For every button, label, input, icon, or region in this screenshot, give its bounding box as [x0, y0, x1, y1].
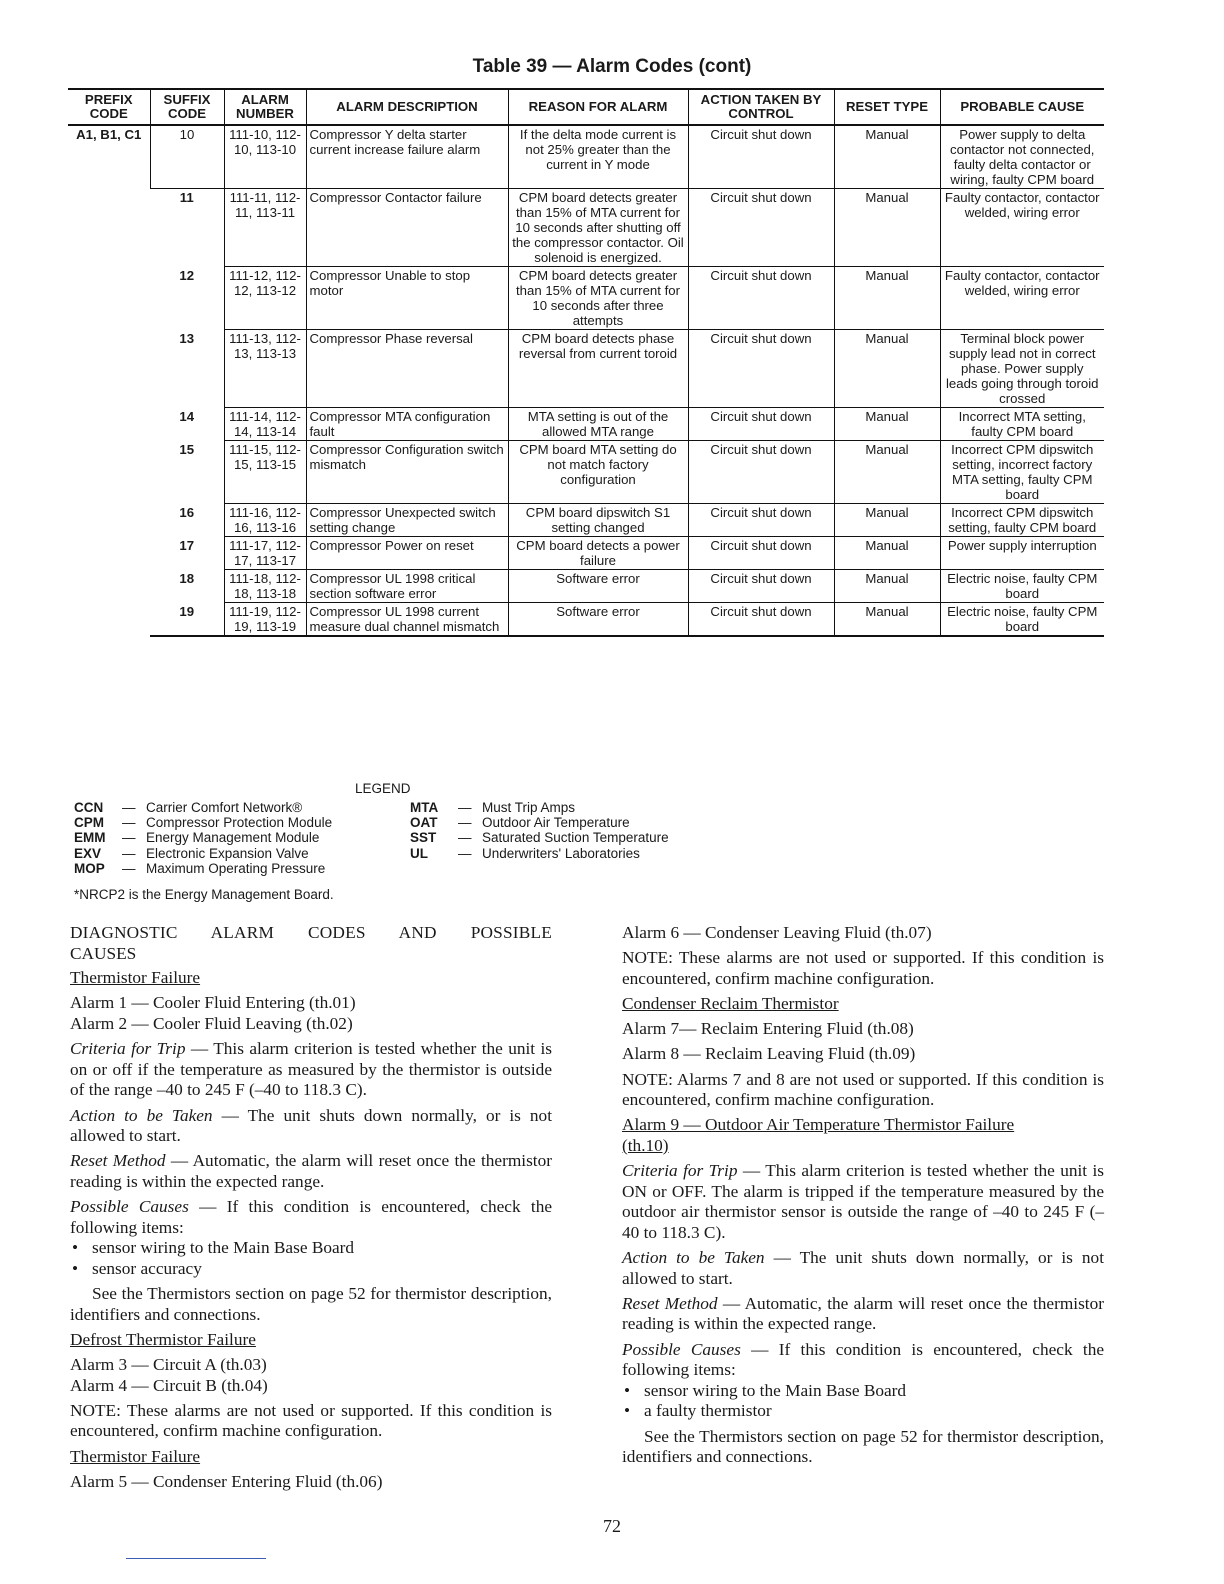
alarm-description-cell: Compressor Power on reset: [306, 537, 508, 570]
legend-abbreviation: EMM: [74, 830, 106, 846]
alarm-number-cell: 111-16, 112-16, 113-16: [224, 504, 306, 537]
legend-definition: Electronic Expansion Valve: [146, 845, 309, 861]
table-row: [68, 537, 1104, 570]
legend-definition: Underwriters' Laboratories: [482, 845, 640, 861]
causes-text: — If this condition is encountered, check the following items:: [70, 1197, 553, 1237]
suffix-code-cell: 11: [179, 190, 194, 205]
legend-dash: —: [122, 800, 136, 815]
bottom-rule: [126, 1558, 266, 1559]
bullet-text: sensor accuracy: [92, 1258, 202, 1278]
alarm-number-cell: 111-11, 112-11, 113-11: [224, 189, 306, 267]
reset-text: — Automatic, the alarm will reset once the thermistor reading is within the expected range.: [622, 1293, 1104, 1334]
header-alarm-number: ALARM NUMBER: [224, 89, 306, 125]
reset-label: Reset Method: [70, 1151, 166, 1171]
table-row: [68, 267, 1104, 330]
table-row: [68, 125, 1104, 189]
probable-cause-cell: Electric noise, faulty CPM board: [940, 603, 1104, 637]
alarm-8-text: Alarm 8 — Reclaim Leaving Fluid (th.09): [622, 1044, 916, 1064]
reset-type-cell: Manual: [834, 570, 940, 603]
page-number: 72: [603, 1516, 621, 1536]
alarm-number-cell: 111-18, 112-18, 113-18: [224, 570, 306, 603]
alarm-description-cell: Compressor MTA configuration fault: [306, 408, 508, 441]
action-cell: Circuit shut down: [688, 125, 834, 189]
action-cell: Circuit shut down: [688, 189, 834, 267]
action-cell: Circuit shut down: [688, 441, 834, 504]
alarm-table-body: [68, 125, 1104, 636]
note-paragraph: NOTE: These alarms are not used or supported. If this condition is encountered, confirm machine configuration.: [70, 1400, 552, 1441]
see-thermistors-paragraph: See the Thermistors section on page 52 for thermistor description, identifiers and connections.: [70, 1284, 552, 1324]
legend-entry: [74, 830, 332, 845]
legend-abbreviation: EXV: [74, 845, 102, 861]
causes-label: Possible Causes: [622, 1339, 741, 1359]
action-label: Action to be Taken: [70, 1105, 213, 1125]
table-title: Table 39 — Alarm Codes (cont): [472, 56, 752, 77]
subheading-condenser-reclaim: Condenser Reclaim Thermistor: [622, 993, 839, 1013]
reason-cell: CPM board detects a power failure: [508, 537, 688, 570]
footnote: *NRCP2 is the Energy Management Board.: [74, 887, 334, 902]
legend-definition: Saturated Suction Temperature: [482, 830, 669, 846]
legend-entry: [410, 815, 669, 830]
action-text: — The unit shuts down normally, or is not allowed to start.: [622, 1248, 1104, 1288]
probable-cause-cell: Terminal block power supply lead not in correct phase. Power supply leads going through toroid crossed: [940, 330, 1104, 408]
table-row: [68, 441, 1104, 504]
subheading-thermistor-failure-2: Thermistor Failure: [70, 1446, 201, 1466]
header-reset-type: RESET TYPE: [834, 89, 940, 125]
action-cell: Circuit shut down: [688, 603, 834, 637]
reason-cell: Software error: [508, 570, 688, 603]
legend-entry: [74, 846, 332, 861]
action-paragraph: [622, 1248, 1104, 1289]
header-action-taken: ACTION TAKEN BY CONTROL: [688, 89, 834, 125]
alarm-description-cell: Compressor Configuration switch mismatch: [306, 441, 508, 504]
action-cell: Circuit shut down: [688, 570, 834, 603]
section-heading-line2: CAUSES: [70, 943, 137, 963]
alarm-number-cell: 111-12, 112-12, 113-12: [224, 267, 306, 330]
alarm-2-text: Alarm 2 — Cooler Fluid Leaving (th.02): [70, 1013, 353, 1033]
legend-entry: [74, 861, 332, 876]
subheading-defrost-thermistor: Defrost Thermistor Failure: [70, 1329, 256, 1349]
action-text: — The unit shuts down normally, or is not allowed to start.: [70, 1105, 552, 1146]
probable-cause-cell: Faulty contactor, contactor welded, wiring error: [940, 189, 1104, 267]
table-row: [68, 570, 1104, 603]
left-text-column: [70, 923, 552, 1497]
alarm-number-cell: 111-13, 112-13, 113-13: [224, 330, 306, 408]
header-probable-cause: PROBABLE CAUSE: [940, 89, 1104, 125]
legend-entry: [74, 815, 332, 830]
reason-cell: Software error: [508, 603, 688, 637]
section-heading-line1: DIAGNOSTIC ALARM CODES AND POSSIBLE: [70, 923, 552, 942]
suffix-code-cell: 13: [179, 330, 195, 346]
alarm-description-cell: Compressor Y delta starter current increase failure alarm: [306, 125, 508, 189]
legend-dash: —: [458, 815, 472, 831]
probable-cause-cell: Incorrect CPM dipswitch setting, incorrect factory MTA setting, faulty CPM board: [940, 441, 1104, 504]
suffix-code-cell: 19: [150, 603, 224, 637]
bullet-item: • sensor accuracy: [72, 1258, 202, 1278]
probable-cause-cell: Incorrect MTA setting, faulty CPM board: [940, 408, 1104, 441]
probable-cause-cell: Power supply to delta contactor not connected, faulty delta contactor or wiring, faulty CPM board: [940, 125, 1104, 189]
legend-abbreviation: OAT: [410, 815, 438, 831]
alarm-description-cell: Compressor UL 1998 current measure dual channel mismatch: [306, 603, 508, 637]
legend-entry: [410, 846, 669, 861]
reason-cell: If the delta mode current is not 25% greater than the current in Y mode: [508, 125, 688, 189]
legend-dash: —: [458, 845, 472, 861]
alarm-description-cell: Compressor Unexpected switch setting change: [306, 504, 508, 537]
action-cell: Circuit shut down: [688, 537, 834, 570]
alarm-number-cell: 111-19, 112-19, 113-19: [224, 603, 306, 637]
suffix-code-cell: 17: [179, 537, 195, 553]
alarm-5-text: Alarm 5 — Condenser Entering Fluid (th.06): [70, 1471, 383, 1491]
reset-paragraph: [70, 1151, 552, 1192]
legend-dash: —: [122, 815, 136, 831]
bullet-item: • sensor wiring to the Main Base Board: [624, 1380, 907, 1400]
alarm-3-text: Alarm 3 — Circuit A (th.03): [70, 1355, 267, 1375]
alarm-number-cell: 111-14, 112-14, 113-14: [224, 408, 306, 441]
alarm-1-text: Alarm 1 — Cooler Fluid Entering (th.01): [70, 993, 356, 1013]
legend-definition: Maximum Operating Pressure: [146, 860, 326, 876]
causes-text: — If this condition is encountered, check the following items:: [622, 1339, 1105, 1380]
alarm-number-cell: 111-10, 112-10, 113-10: [224, 125, 306, 189]
reset-type-cell: Manual: [834, 267, 940, 330]
legend-title: LEGEND: [355, 781, 411, 796]
alarm-number-cell: 111-15, 112-15, 113-15: [224, 441, 306, 504]
suffix-code-cell: 10: [150, 125, 224, 189]
legend-abbreviation: MTA: [410, 800, 439, 815]
legend-entry: [74, 800, 332, 815]
alarm-number-cell: 111-17, 112-17, 113-17: [224, 537, 306, 570]
legend-abbreviation: MOP: [74, 860, 105, 876]
table-row: [68, 330, 1104, 408]
right-text-column: [622, 923, 1104, 1472]
legend-definition: Must Trip Amps: [482, 800, 576, 815]
reason-cell: CPM board dipswitch S1 setting changed: [508, 504, 688, 537]
legend-abbreviation: CPM: [74, 815, 104, 831]
causes-paragraph: [70, 1197, 552, 1238]
action-cell: Circuit shut down: [688, 408, 834, 441]
subheading-alarm-9-line1: Alarm 9 — Outdoor Air Temperature Thermistor Failure: [622, 1115, 1015, 1135]
legend-definition: Energy Management Module: [146, 830, 320, 846]
legend-abbreviation: UL: [410, 845, 428, 861]
bullet-text: sensor wiring to the Main Base Board: [644, 1380, 907, 1400]
criteria-label: Criteria for Trip: [622, 1161, 738, 1181]
alarm-description-cell: Compressor Unable to stop motor: [306, 267, 508, 330]
legend-left-column: [74, 800, 332, 876]
causes-paragraph: [622, 1340, 1104, 1381]
legend-definition: Carrier Comfort Network®: [146, 800, 303, 815]
alarm-7-text: Alarm 7— Reclaim Entering Fluid (th.08): [622, 1019, 914, 1039]
legend-dash: —: [458, 830, 472, 846]
suffix-code-cell: 15: [179, 441, 195, 457]
reset-type-cell: Manual: [834, 504, 940, 537]
legend-dash: —: [122, 845, 136, 861]
table-row: [68, 189, 1104, 267]
legend-right-column: [410, 800, 669, 861]
reset-type-cell: Manual: [834, 603, 940, 637]
table-row: [68, 408, 1104, 441]
bullet-item: • sensor wiring to the Main Base Board: [72, 1238, 355, 1258]
bullet-text: a faulty thermistor: [644, 1401, 772, 1421]
alarm-codes-table: [68, 88, 1104, 637]
alarm-description-cell: Compressor Phase reversal: [306, 330, 508, 408]
criteria-for-trip-paragraph: [70, 1039, 552, 1101]
bullet-text: sensor wiring to the Main Base Board: [92, 1238, 355, 1258]
reset-type-cell: Manual: [834, 537, 940, 570]
probable-cause-cell: Incorrect CPM dipswitch setting, faulty CPM board: [940, 504, 1104, 537]
header-prefix-code: PREFIX CODE: [68, 89, 150, 125]
alarm-6-text: Alarm 6 — Condenser Leaving Fluid (th.07): [622, 923, 932, 942]
action-label: Action to be Taken: [622, 1248, 765, 1268]
legend-dash: —: [122, 860, 136, 876]
legend-dash: —: [122, 830, 136, 846]
reason-cell: MTA setting is out of the allowed MTA range: [508, 408, 688, 441]
probable-cause-cell: Electric noise, faulty CPM board: [940, 570, 1104, 603]
header-reason-for-alarm: REASON FOR ALARM: [508, 89, 688, 125]
reset-type-cell: Manual: [834, 441, 940, 504]
alarm-description-cell: Compressor Contactor failure: [306, 189, 508, 267]
reset-label: Reset Method: [622, 1293, 718, 1313]
reason-cell: CPM board detects phase reversal from current toroid: [508, 330, 688, 408]
table-row: [68, 504, 1104, 537]
reason-cell: CPM board detects greater than 15% of MTA current for 10 seconds after shutting off the compressor contactor. Oil solenoid is energized.: [508, 189, 688, 267]
action-cell: Circuit shut down: [688, 330, 834, 408]
criteria-label: Criteria for Trip: [70, 1039, 186, 1059]
probable-cause-cell: Power supply interruption: [940, 537, 1104, 570]
header-alarm-description: ALARM DESCRIPTION: [306, 89, 508, 125]
criteria-for-trip-paragraph: [622, 1161, 1104, 1243]
note-paragraph: NOTE: These alarms are not used or supported. If this condition is encountered, confirm machine configuration.: [622, 948, 1104, 988]
criteria-text: — This alarm criterion is tested whether the unit is on or off if the temperature as measured by the thermistor is outside of the range –40 to 245 F (–40 to 118.3 C).: [70, 1039, 552, 1100]
bullet-item: • a faulty thermistor: [624, 1401, 772, 1421]
action-cell: Circuit shut down: [688, 267, 834, 330]
note-paragraph: NOTE: Alarms 7 and 8 are not used or supported. If this condition is encountered, confirm machine configuration.: [622, 1069, 1104, 1110]
table-row: [68, 603, 1104, 637]
reason-cell: CPM board MTA setting do not match factory configuration: [508, 441, 688, 504]
suffix-code-cell: 18: [179, 570, 195, 586]
legend-definition: Outdoor Air Temperature: [482, 815, 630, 831]
alarm-description-cell: Compressor UL 1998 critical section software error: [306, 570, 508, 603]
legend-entry: [410, 830, 669, 845]
suffix-code-cell: 12: [179, 267, 195, 283]
causes-label: Possible Causes: [70, 1197, 189, 1217]
legend-abbreviation: SST: [410, 830, 437, 846]
table-header-row: [68, 89, 1104, 125]
probable-cause-cell: Faulty contactor, contactor welded, wiring error: [940, 267, 1104, 330]
subheading-thermistor-failure: Thermistor Failure: [70, 968, 201, 988]
action-cell: Circuit shut down: [688, 504, 834, 537]
reset-type-cell: Manual: [834, 330, 940, 408]
see-thermistors-paragraph: See the Thermistors section on page 52 for thermistor description, identifiers and connections.: [622, 1426, 1104, 1467]
suffix-code-cell: 16: [179, 504, 195, 520]
reset-type-cell: Manual: [834, 189, 940, 267]
legend-dash: —: [458, 800, 472, 815]
reset-type-cell: Manual: [834, 125, 940, 189]
header-suffix-code: SUFFIX CODE: [150, 89, 224, 125]
suffix-code-cell: 14: [179, 408, 195, 424]
legend-abbreviation: CCN: [74, 800, 104, 815]
reset-paragraph: [622, 1294, 1104, 1335]
reset-type-cell: Manual: [834, 408, 940, 441]
criteria-text: — This alarm criterion is tested whether the unit is ON or OFF. The alarm is tripped if the temperature measured by the outdoor air thermistor sensor is outside the range of –40 to 245 F (–40 to 118.3 C).: [622, 1161, 1104, 1242]
prefix-code-cell: A1, B1, C1: [76, 127, 142, 142]
reset-text: — Automatic, the alarm will reset once the thermistor reading is within the expected range.: [70, 1151, 552, 1191]
subheading-alarm-9-line2: (th.10): [622, 1135, 669, 1155]
legend-definition: Compressor Protection Module: [146, 815, 333, 831]
action-paragraph: [70, 1106, 552, 1147]
alarm-4-text: Alarm 4 — Circuit B (th.04): [70, 1375, 268, 1395]
reason-cell: CPM board detects greater than 15% of MTA current for 10 seconds after three attempts: [508, 267, 688, 330]
legend-entry: [410, 800, 669, 815]
